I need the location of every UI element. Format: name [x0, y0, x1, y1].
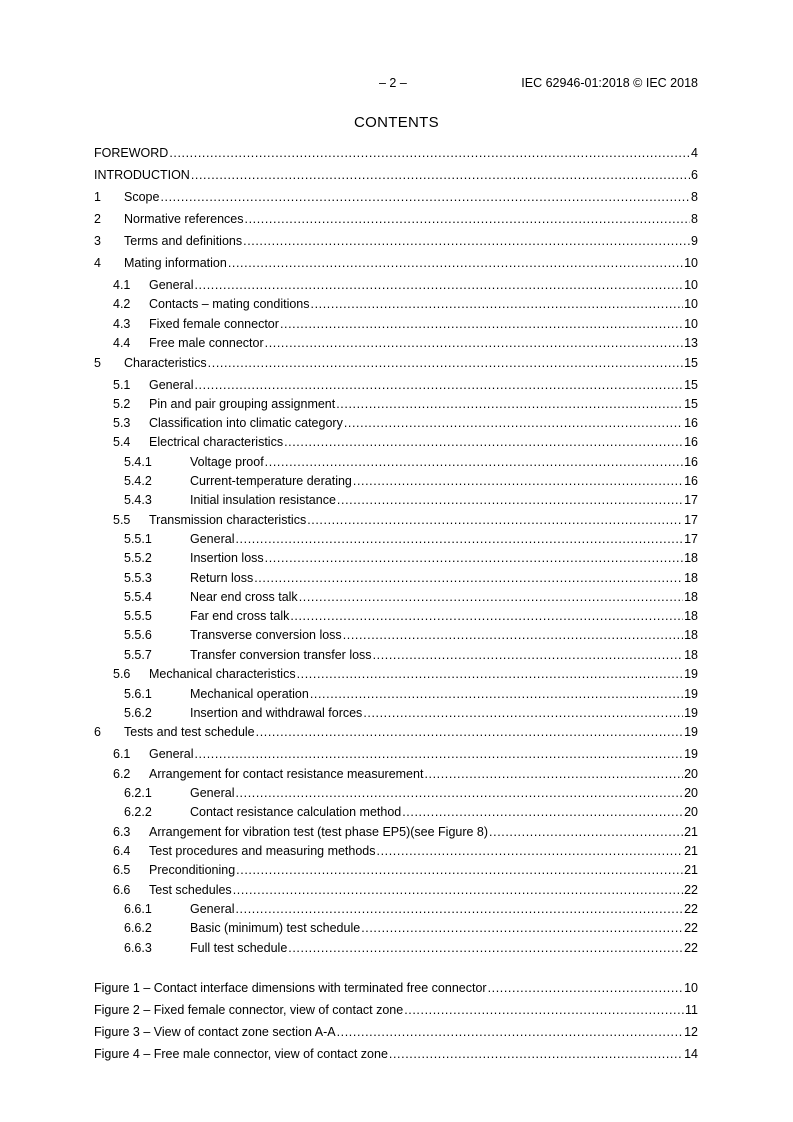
- toc-entry-page: 13: [684, 336, 698, 350]
- dot-leader: [280, 317, 683, 331]
- toc-entry-title: General: [190, 902, 235, 916]
- toc-entry-number: 6.2: [113, 767, 131, 781]
- standard-reference: IEC 62946-01:2018 © IEC 2018: [521, 76, 698, 90]
- dot-leader: [243, 234, 690, 248]
- dot-leader: [337, 1025, 684, 1039]
- toc-entry[interactable]: [94, 256, 698, 272]
- toc-entry[interactable]: [94, 687, 698, 703]
- toc-entry-number: 6.2.1: [124, 786, 152, 800]
- toc-entry-number: 2: [94, 212, 101, 226]
- toc-entry[interactable]: [94, 825, 698, 841]
- dot-leader: [336, 397, 683, 411]
- toc-entry-page: 22: [684, 941, 698, 955]
- toc-entry-title: Near end cross talk: [190, 590, 298, 604]
- toc-entry[interactable]: [94, 786, 698, 802]
- toc-entry[interactable]: [94, 902, 698, 918]
- toc-entry-title: General: [149, 747, 194, 761]
- page-title: CONTENTS: [354, 114, 439, 131]
- dot-leader: [297, 667, 684, 681]
- toc-entry-title: Arrangement for contact resistance measurement: [149, 767, 424, 781]
- dot-leader: [488, 981, 684, 995]
- figure-entry-title: Figure 1 – Contact interface dimensions with terminated free connector: [94, 981, 487, 995]
- toc-entry[interactable]: [94, 416, 698, 432]
- toc-entry-title: Voltage proof: [190, 455, 264, 469]
- figure-entry-page: 10: [684, 981, 698, 995]
- toc-entry[interactable]: [94, 609, 698, 625]
- toc-entry-title: General: [149, 278, 194, 292]
- figure-entry-title: Figure 3 – View of contact zone section A-A: [94, 1025, 336, 1039]
- toc-entry-title: Contact resistance calculation method: [190, 805, 402, 819]
- toc-entry-title: General: [149, 378, 194, 392]
- toc-entry-page: 19: [684, 706, 698, 720]
- toc-entry-page: 18: [684, 628, 698, 642]
- toc-entry[interactable]: [94, 725, 698, 741]
- toc-entry-page: 8: [691, 212, 698, 226]
- toc-entry-page: 10: [684, 297, 698, 311]
- figure-entry[interactable]: [94, 1047, 698, 1063]
- toc-entry-page: 18: [684, 590, 698, 604]
- dot-leader: [284, 435, 683, 449]
- toc-entry-title: INTRODUCTION: [94, 168, 190, 182]
- toc-entry-title: Transfer conversion transfer loss: [190, 648, 372, 662]
- dot-leader: [265, 455, 683, 469]
- toc-entry-number: 5.6.2: [124, 706, 152, 720]
- toc-entry[interactable]: [94, 590, 698, 606]
- dot-leader: [254, 571, 683, 585]
- toc-entry[interactable]: [94, 805, 698, 821]
- toc-entry-page: 8: [691, 190, 698, 204]
- dot-leader: [235, 902, 683, 916]
- toc-entry-title: Mechanical operation: [190, 687, 309, 701]
- toc-entry-number: 6.6.2: [124, 921, 152, 935]
- toc-entry[interactable]: [94, 551, 698, 567]
- toc-entry-number: 6.6.3: [124, 941, 152, 955]
- toc-entry-title: Transverse conversion loss: [190, 628, 342, 642]
- toc-entry-title: Electrical characteristics: [149, 435, 284, 449]
- figure-entry-page: 14: [684, 1047, 698, 1061]
- toc-entry-number: 5.5: [113, 513, 131, 527]
- toc-entry[interactable]: [94, 706, 698, 722]
- dot-leader: [310, 687, 683, 701]
- toc-entry-number: 5.6.1: [124, 687, 152, 701]
- dot-leader: [228, 256, 683, 270]
- toc-entry-title: Pin and pair grouping assignment: [149, 397, 336, 411]
- toc-entry-page: 16: [684, 474, 698, 488]
- toc-entry-page: 18: [684, 609, 698, 623]
- toc-entry-page: 17: [684, 493, 698, 507]
- toc-entry-page: 18: [684, 648, 698, 662]
- dot-leader: [353, 474, 683, 488]
- figure-entry[interactable]: [94, 1025, 698, 1041]
- toc-entry-number: 5.4.2: [124, 474, 152, 488]
- toc-entry-page: 10: [684, 317, 698, 331]
- toc-entry[interactable]: [94, 378, 698, 394]
- toc-entry[interactable]: [94, 667, 698, 683]
- dot-leader: [402, 805, 683, 819]
- toc-entry-page: 17: [684, 532, 698, 546]
- toc-entry-page: 15: [684, 378, 698, 392]
- dot-leader: [337, 493, 683, 507]
- toc-entry-number: 6.6.1: [124, 902, 152, 916]
- dot-leader: [424, 767, 683, 781]
- toc-entry-number: 5.4.3: [124, 493, 152, 507]
- toc-entry[interactable]: [94, 278, 698, 294]
- dot-leader: [191, 168, 690, 182]
- toc-entry[interactable]: [94, 571, 698, 587]
- toc-entry-page: 20: [684, 786, 698, 800]
- toc-entry[interactable]: [94, 532, 698, 548]
- toc-entry-number: 5.4: [113, 435, 131, 449]
- figure-entry[interactable]: [94, 1003, 698, 1019]
- toc-entry[interactable]: [94, 474, 698, 490]
- toc-entry-title: Test procedures and measuring methods: [149, 844, 376, 858]
- toc-entry[interactable]: [94, 767, 698, 783]
- dot-leader: [265, 336, 683, 350]
- toc-entry-number: 6.1: [113, 747, 131, 761]
- dot-leader: [169, 146, 690, 160]
- toc-entry[interactable]: [94, 883, 698, 899]
- toc-entry-title: Classification into climatic category: [149, 416, 343, 430]
- dot-leader: [343, 628, 683, 642]
- toc-entry-number: 5.5.5: [124, 609, 152, 623]
- dot-leader: [236, 863, 683, 877]
- toc-entry[interactable]: [94, 356, 698, 372]
- dot-leader: [256, 725, 683, 739]
- toc-entry-number: 5.1: [113, 378, 131, 392]
- toc-entry-title: Preconditioning: [149, 863, 236, 877]
- toc-entry[interactable]: [94, 493, 698, 509]
- toc-entry-number: 6.2.2: [124, 805, 152, 819]
- toc-entry-title: Mating information: [124, 256, 227, 270]
- toc-entry-page: 17: [684, 513, 698, 527]
- toc-entry-page: 15: [684, 356, 698, 370]
- toc-entry-title: Fixed female connector: [149, 317, 279, 331]
- toc-entry-page: 4: [691, 146, 698, 160]
- toc-entry-title: Transmission characteristics: [149, 513, 307, 527]
- toc-entry[interactable]: [94, 146, 698, 162]
- toc-entry-page: 21: [684, 825, 698, 839]
- toc-entry[interactable]: [94, 455, 698, 471]
- toc-entry[interactable]: [94, 747, 698, 763]
- dot-leader: [208, 356, 683, 370]
- dot-leader: [344, 416, 683, 430]
- dot-leader: [299, 590, 683, 604]
- toc-entry-title: Contacts – mating conditions: [149, 297, 310, 311]
- dot-leader: [307, 513, 683, 527]
- toc-entry-page: 22: [684, 902, 698, 916]
- toc-entry-title: Tests and test schedule: [124, 725, 255, 739]
- toc-entry-page: 6: [691, 168, 698, 182]
- toc-entry-page: 16: [684, 435, 698, 449]
- toc-entry[interactable]: [94, 863, 698, 879]
- toc-entry[interactable]: [94, 297, 698, 313]
- toc-entry-title: Initial insulation resistance: [190, 493, 336, 507]
- toc-entry-title: Test schedules: [149, 883, 232, 897]
- toc-entry[interactable]: [94, 336, 698, 352]
- toc-entry-number: 5.5.6: [124, 628, 152, 642]
- toc-entry-title: Normative references: [124, 212, 244, 226]
- toc-entry[interactable]: [94, 513, 698, 529]
- dot-leader: [404, 1003, 684, 1017]
- toc-entry[interactable]: [94, 941, 698, 957]
- figure-entry-title: Figure 4 – Free male connector, view of contact zone: [94, 1047, 388, 1061]
- toc-entry-title: Basic (minimum) test schedule: [190, 921, 361, 935]
- toc-entry-number: 5.3: [113, 416, 131, 430]
- toc-entry-title: Mechanical characteristics: [149, 667, 296, 681]
- toc-entry-page: 21: [684, 863, 698, 877]
- toc-entry[interactable]: [94, 435, 698, 451]
- toc-entry-number: 5.6: [113, 667, 131, 681]
- toc-entry-page: 16: [684, 455, 698, 469]
- toc-entry-number: 5.5.1: [124, 532, 152, 546]
- toc-entry[interactable]: [94, 397, 698, 413]
- toc-entry[interactable]: [94, 921, 698, 937]
- toc-entry-title: Arrangement for vibration test (test phase EP5)(see Figure 8): [149, 825, 489, 839]
- toc-entry-number: 6.4: [113, 844, 131, 858]
- toc-entry-page: 19: [684, 667, 698, 681]
- dot-leader: [361, 921, 683, 935]
- toc-entry[interactable]: [94, 168, 698, 184]
- toc-entry-number: 6.3: [113, 825, 131, 839]
- toc-entry[interactable]: [94, 190, 698, 206]
- toc-entry-page: 18: [684, 571, 698, 585]
- toc-entry-page: 18: [684, 551, 698, 565]
- toc-entry-title: Full test schedule: [190, 941, 288, 955]
- figure-entry-page: 12: [684, 1025, 698, 1039]
- dot-leader: [489, 825, 683, 839]
- toc-entry-number: 5.2: [113, 397, 131, 411]
- toc-entry-number: 6: [94, 725, 101, 739]
- toc-entry-page: 19: [684, 687, 698, 701]
- toc-entry-title: General: [190, 532, 235, 546]
- dot-leader: [194, 278, 683, 292]
- toc-entry-title: Insertion loss: [190, 551, 264, 565]
- toc-entry-page: 21: [684, 844, 698, 858]
- dot-leader: [377, 844, 684, 858]
- toc-entry-title: FOREWORD: [94, 146, 169, 160]
- toc-entry-number: 6.6: [113, 883, 131, 897]
- toc-entry-number: 5.5.7: [124, 648, 152, 662]
- toc-entry-number: 5: [94, 356, 101, 370]
- dot-leader: [288, 941, 683, 955]
- page-number: – 2 –: [379, 76, 407, 90]
- toc-entry-number: 5.5.4: [124, 590, 152, 604]
- dot-leader: [290, 609, 683, 623]
- dot-leader: [363, 706, 683, 720]
- dot-leader: [233, 883, 683, 897]
- dot-leader: [235, 532, 683, 546]
- dot-leader: [265, 551, 683, 565]
- toc-entry-page: 20: [684, 805, 698, 819]
- toc-entry-title: Scope: [124, 190, 160, 204]
- toc-entry-number: 6.5: [113, 863, 131, 877]
- toc-entry-title: Characteristics: [124, 356, 207, 370]
- toc-entry[interactable]: [94, 317, 698, 333]
- dot-leader: [245, 212, 691, 226]
- toc-entry-number: 1: [94, 190, 101, 204]
- toc-entry[interactable]: [94, 212, 698, 228]
- toc-entry-number: 4.2: [113, 297, 131, 311]
- toc-entry-number: 5.4.1: [124, 455, 152, 469]
- figure-entry-title: Figure 2 – Fixed female connector, view of contact zone: [94, 1003, 404, 1017]
- toc-entry-title: Return loss: [190, 571, 254, 585]
- dot-leader: [235, 786, 683, 800]
- toc-entry-page: 9: [691, 234, 698, 248]
- toc-entry-title: General: [190, 786, 235, 800]
- toc-entry[interactable]: [94, 648, 698, 664]
- toc-entry-page: 10: [684, 256, 698, 270]
- toc-entry-page: 19: [684, 725, 698, 739]
- dot-leader: [160, 190, 690, 204]
- toc-entry[interactable]: [94, 628, 698, 644]
- dot-leader: [194, 378, 683, 392]
- toc-entry-number: 3: [94, 234, 101, 248]
- figure-entry[interactable]: [94, 981, 698, 997]
- dot-leader: [389, 1047, 683, 1061]
- toc-entry-number: 4.1: [113, 278, 131, 292]
- toc-entry-page: 10: [684, 278, 698, 292]
- toc-entry-title: Terms and definitions: [124, 234, 243, 248]
- toc-entry-page: 19: [684, 747, 698, 761]
- toc-entry-title: Far end cross talk: [190, 609, 290, 623]
- toc-entry-title: Free male connector: [149, 336, 264, 350]
- toc-entry-page: 22: [684, 921, 698, 935]
- toc-entry-number: 4: [94, 256, 101, 270]
- toc-entry-number: 4.4: [113, 336, 131, 350]
- toc-entry-page: 22: [684, 883, 698, 897]
- toc-entry-number: 5.5.3: [124, 571, 152, 585]
- toc-entry-number: 4.3: [113, 317, 131, 331]
- dot-leader: [194, 747, 683, 761]
- figure-entry-page: 11: [685, 1003, 698, 1017]
- dot-leader: [373, 648, 684, 662]
- toc-entry-number: 5.5.2: [124, 551, 152, 565]
- toc-entry-page: 15: [684, 397, 698, 411]
- toc-entry-title: Insertion and withdrawal forces: [190, 706, 363, 720]
- dot-leader: [311, 297, 684, 311]
- toc-entry-page: 16: [684, 416, 698, 430]
- toc-entry[interactable]: [94, 844, 698, 860]
- toc-entry-page: 20: [684, 767, 698, 781]
- toc-entry-title: Current-temperature derating: [190, 474, 352, 488]
- toc-entry[interactable]: [94, 234, 698, 250]
